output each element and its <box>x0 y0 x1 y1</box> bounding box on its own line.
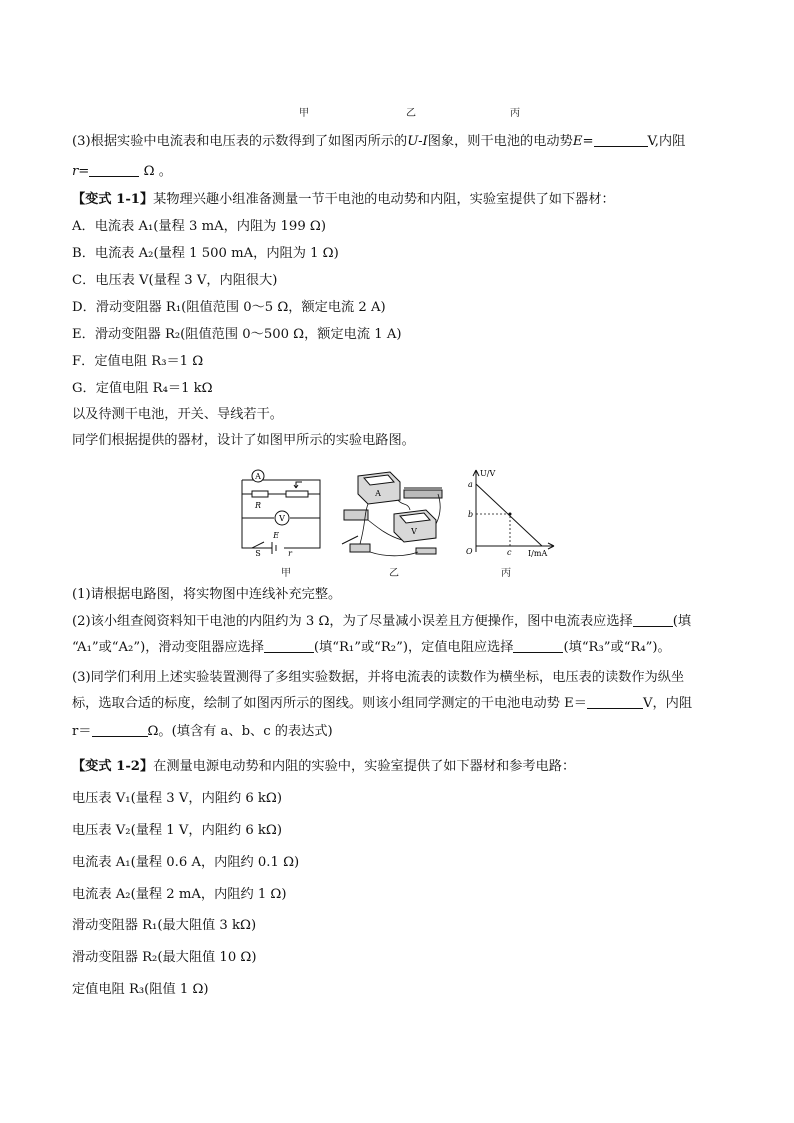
equipment-item: A．电流表 A₁(量程 3 mA，内阻为 199 Ω) <box>72 219 326 234</box>
answer-blank-r-expr[interactable] <box>92 722 148 737</box>
fig-label-jia: 甲 <box>281 568 291 579</box>
question-2-line-2: “A₁”或“A₂”)，滑动变阻器应选择 (填“R₁”或“R₂”)，定值电阻应选择 (填“R₃”或“R₄”)。 <box>72 640 671 655</box>
top-label-yi: 乙 <box>406 108 416 119</box>
graph-y-label: U/V <box>480 469 496 478</box>
question-2-line-1: (2)该小组查阅资料知干电池的内阻约为 3 Ω，为了尽量减小误差且方便操作，图中电流表应选择 (填 <box>72 614 692 629</box>
variant-2-intro: 在测量电源电动势和内阻的实验中，实验室提供了如下器材和参考电路： <box>153 759 576 774</box>
circuit-diagram-jia <box>238 466 324 556</box>
ui-graph-bing <box>462 466 562 558</box>
apparatus-diagram-yi <box>338 466 446 558</box>
equipment-item: 滑动变阻器 R₂(最大阻值 10 Ω) <box>72 950 257 965</box>
graph-b-label: b <box>468 510 474 519</box>
resistor-label: R <box>254 501 262 510</box>
voltmeter-symbol: V <box>279 514 285 523</box>
equipment-item: C．电压表 V(量程 3 V，内阻很大) <box>72 273 278 288</box>
internal-r-label: r <box>288 549 292 556</box>
prev-question-3-cont: r= Ω 。 <box>72 164 172 179</box>
ammeter-symbol: A <box>255 472 261 481</box>
apparatus-voltmeter-label: V <box>411 527 417 536</box>
answer-blank-rheostat[interactable] <box>264 638 314 653</box>
equipment-item: 电压表 V₂(量程 1 V，内阻约 6 kΩ) <box>72 823 282 838</box>
equipment-item: 电流表 A₂(量程 2 mA，内阻约 1 Ω) <box>72 887 287 902</box>
variant-1-heading <box>72 190 722 210</box>
top-label-jia: 甲 <box>299 108 309 119</box>
answer-blank-ammeter[interactable] <box>633 612 673 627</box>
equipment-item: E．滑动变阻器 R₂(阻值范围 0～500 Ω，额定电流 1 A) <box>72 327 402 342</box>
equipment-item: 定值电阻 R₃(阻值 1 Ω) <box>72 982 209 997</box>
graph-x-label: I/mA <box>528 549 548 558</box>
extra-line: 以及待测干电池，开关、导线若干。 <box>72 407 283 422</box>
equipment-item: 滑动变阻器 R₁(最大阻值 3 kΩ) <box>72 918 257 933</box>
extra-line: 同学们根据提供的器材，设计了如图甲所示的实验电路图。 <box>72 433 415 448</box>
top-label-bing: 丙 <box>510 108 520 119</box>
answer-blank-emf[interactable] <box>594 132 648 147</box>
answer-blank-fixed-resistor[interactable] <box>513 638 563 653</box>
question-3-line-2: 标，选取合适的标度，绘制了如图丙所示的图线。则该小组同学测定的干电池电动势 E＝ V，内阻 <box>72 696 693 711</box>
variant-1-intro: 某物理兴趣小组准备测量一节干电池的电动势和内阻，实验室提供了如下器材： <box>153 192 615 207</box>
question-3-line-3: r＝ Ω。(填含有 a、b、c 的表达式) <box>72 724 333 739</box>
variant-2-heading <box>72 757 722 777</box>
switch-label: S <box>255 549 261 556</box>
question-1: (1)请根据电路图，将实物图中连线补充完整。 <box>72 587 342 602</box>
answer-blank-r[interactable] <box>89 162 139 177</box>
fig-label-yi: 乙 <box>389 568 399 579</box>
equipment-item: D．滑动变阻器 R₁(阻值范围 0～5 Ω，额定电流 2 A) <box>72 300 386 315</box>
question-3-line-1: (3)同学们利用上述实验装置测得了多组实验数据，并将电流表的读数作为横坐标，电压表的读数作为纵坐 <box>72 670 685 685</box>
equipment-item: 电流表 A₁(量程 0.6 A，内阻约 0.1 Ω) <box>72 855 300 870</box>
equipment-item: F．定值电阻 R₃＝1 Ω <box>72 354 204 369</box>
variant-1-title: 【变式 1-1】 <box>72 192 154 207</box>
answer-blank-emf-expr[interactable] <box>587 694 643 709</box>
graph-a-label: a <box>468 480 473 489</box>
equipment-item: G．定值电阻 R₄＝1 kΩ <box>72 381 213 396</box>
variant-2-title: 【变式 1-2】 <box>72 759 154 774</box>
graph-c-label: c <box>507 548 512 557</box>
fig-label-bing: 丙 <box>501 568 511 579</box>
emf-label: E <box>273 531 279 540</box>
apparatus-ammeter-label: A <box>375 489 381 498</box>
prev-question-3: (3)根据实验中电流表和电压表的示数得到了如图丙所示的U-I图象，则干电池的电动势E= V,内阻 <box>72 134 686 149</box>
equipment-item: B．电流表 A₂(量程 1 500 mA，内阻为 1 Ω) <box>72 246 339 261</box>
graph-origin-label: O <box>466 547 473 556</box>
equipment-item: 电压表 V₁(量程 3 V，内阻约 6 kΩ) <box>72 791 282 806</box>
